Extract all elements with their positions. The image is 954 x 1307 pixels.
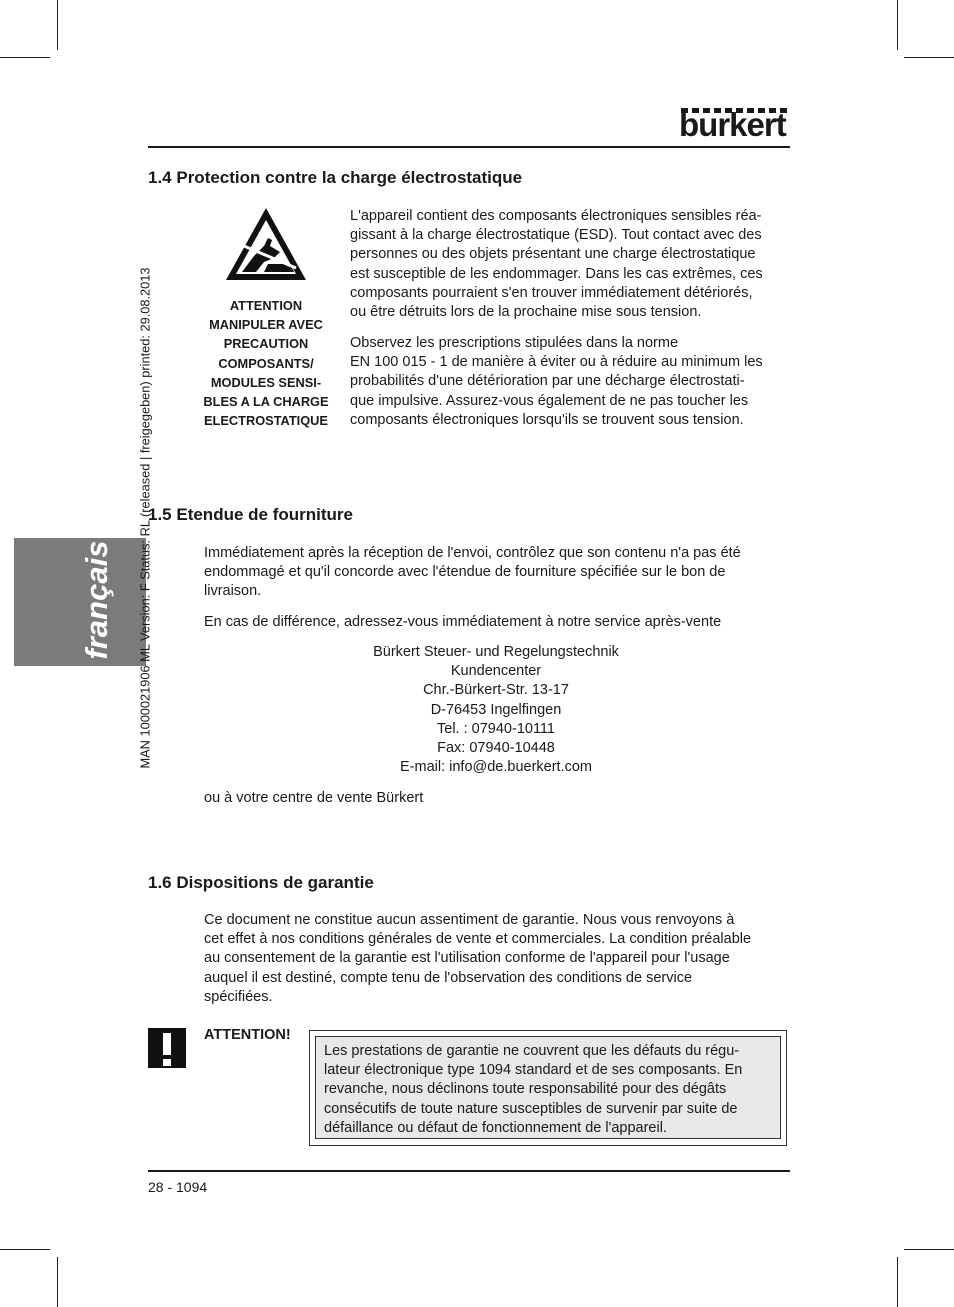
text-line: cet effet à nos conditions générales de vente et commerciales. La condition préalable <box>204 931 752 948</box>
exclamation-icon <box>148 1028 186 1068</box>
delivery-paragraph-3: ou à votre centre de vente Bürkert <box>204 790 424 806</box>
esd-caption-line: PRECAUTION <box>223 336 309 352</box>
text-line: est susceptible de les endommager. Dans les cas extrêmes, ces <box>350 265 763 282</box>
address-line: D-76453 Ingelfingen <box>430 701 562 718</box>
text-line: défaillance ou défaut de fonctionnement de l'appareil. <box>324 1119 667 1136</box>
text-line: endommagé et qu'il concorde avec l'étendue de fourniture spécifiée sur le bon de <box>204 564 726 581</box>
footer-rule <box>148 1170 790 1172</box>
text-line: ou être détruits lors de la prochaine mise sous tension. <box>350 304 702 321</box>
text-line: lateur électronique type 1094 standard et de ses composants. En <box>324 1062 743 1079</box>
crop-mark <box>0 57 50 58</box>
address-line: E-mail: info@de.buerkert.com <box>399 759 592 776</box>
text-line: livraison. <box>204 583 262 600</box>
esd-paragraph-2 <box>350 334 792 430</box>
esd-caption-line: ATTENTION <box>229 298 303 313</box>
text-line: consécutifs de toute nature susceptibles de survenir par suite de <box>324 1100 738 1117</box>
text-line: composants électroniques lorsqu'ils se trouvent sous tension. <box>350 411 744 428</box>
text-line: revanche, nous déclinons toute responsabilité pour des dégâts <box>324 1081 727 1098</box>
text-line: auquel il est destiné, compte tenu de l'observation des conditions de service <box>204 969 693 986</box>
page-number: 28 - 1094 <box>148 1179 208 1195</box>
esd-paragraph-1 <box>350 207 792 322</box>
esd-caption-line: MANIPULER AVEC <box>209 317 323 333</box>
text-line: au consentement de la garantie est l'utilisation conforme de l'appareil pour l'usage <box>204 950 730 967</box>
text-line: Les prestations de garantie ne couvrent que les défauts du régu- <box>324 1043 740 1059</box>
crop-mark <box>57 1257 58 1307</box>
crop-mark <box>904 57 954 58</box>
text-line: L'appareil contient des composants électroniques sensibles réa- <box>350 208 762 224</box>
crop-mark <box>904 1249 954 1250</box>
text-line: EN 100 015 - 1 de manière à éviter ou à réduire au minimum les <box>350 354 763 371</box>
address-line: Tel. : 07940-10111 <box>437 720 555 737</box>
section-heading-1-5: 1.5 Etendue de fourniture <box>148 505 353 524</box>
text-line: composants pourraient s'en trouver immédiatement détériorés, <box>350 284 753 301</box>
text-line: Immédiatement après la réception de l'envoi, contrôlez que son contenu n'a pas été <box>204 545 741 561</box>
text-line: probabilités d'une détérioration par une décharge électrostati- <box>350 373 745 390</box>
attention-box <box>315 1036 781 1139</box>
text-line: Ce document ne constitue aucun assentiment de garantie. Nous vous renvoyons à <box>204 912 735 928</box>
crop-mark <box>897 1257 898 1307</box>
delivery-paragraph-1 <box>204 544 792 602</box>
esd-caption-line: ELECTROSTATIQUE <box>204 413 328 429</box>
crop-mark <box>897 0 898 50</box>
section-heading-1-6: 1.6 Dispositions de garantie <box>148 873 374 892</box>
document-status-text: MAN 1000021906 ML Version: F Status: RL (released | freigegeben) printed: 29.08.2013 <box>137 267 153 769</box>
address-line: Kundencenter <box>450 663 542 680</box>
text-line: personnes ou des objets présentant une charge électrostatique <box>350 246 756 263</box>
address-line: Fax: 07940-10448 <box>437 740 555 757</box>
delivery-paragraph-2: En cas de différence, adressez-vous immédiatement à notre service après-vente <box>204 614 722 630</box>
section-heading-1-4: 1.4 Protection contre la charge électrostatique <box>148 168 523 187</box>
address-block <box>320 643 672 777</box>
crop-mark <box>0 1249 50 1250</box>
address-line: Chr.-Bürkert-Str. 13-17 <box>423 682 569 699</box>
esd-caption-line: BLES A LA CHARGE <box>203 394 329 410</box>
warranty-paragraph <box>204 911 792 1007</box>
esd-caption-line: MODULES SENSI- <box>210 374 322 390</box>
text-line: Observez les prescriptions stipulées dans la norme <box>350 335 679 351</box>
language-tab-label: français <box>79 540 114 660</box>
attention-label: ATTENTION! <box>204 1027 291 1043</box>
text-line: spécifiées. <box>204 988 273 1005</box>
esd-warning-triangle-icon <box>224 206 308 282</box>
address-line: Bürkert Steuer- und Regelungstechnik <box>373 644 619 660</box>
esd-caption <box>196 296 336 430</box>
brand-logo: burkert <box>679 106 786 143</box>
text-line: gissant à la charge électrostatique (ESD). Tout contact avec des <box>350 227 762 244</box>
header-rule <box>148 146 790 148</box>
esd-caption-line: COMPOSANTS/ <box>218 355 314 371</box>
text-line: que impulsive. Assurez-vous également de ne pas toucher les <box>350 392 749 409</box>
crop-mark <box>57 0 58 50</box>
